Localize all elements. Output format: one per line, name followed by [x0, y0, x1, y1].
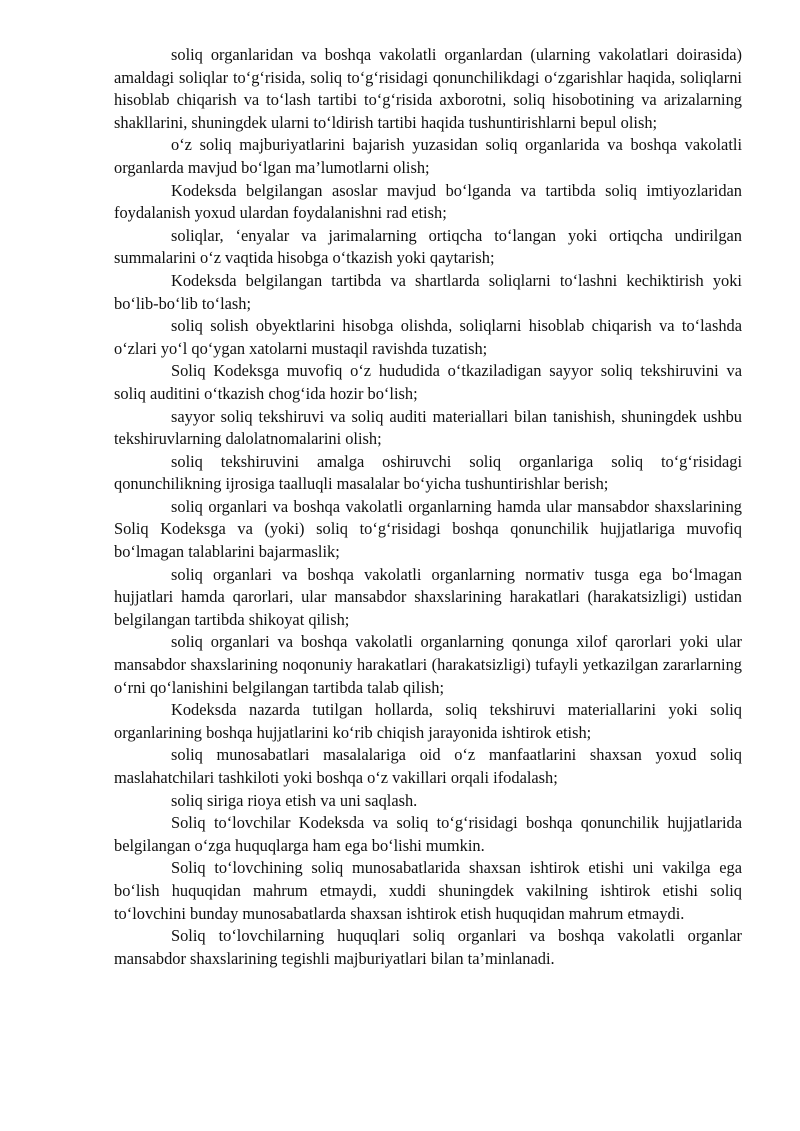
paragraph: soliqlar, ‘enyalar va jarimalarning ortiqcha to‘langan yoki ortiqcha undirilgan summalarini o‘z vaqtida hisobga o‘tkazish yoki qaytarish; — [114, 225, 742, 268]
paragraph: Kodeksda belgilangan tartibda va shartlarda soliqlarni to‘lashni kechiktirish yoki bo‘lib-bo‘lib to‘lash; — [114, 270, 742, 313]
document-body — [114, 44, 742, 970]
paragraph: soliq solish obyektlarini hisobga olishda, soliqlarni hisoblab chiqarish va to‘lashda o‘zlari yo‘l qo‘ygan xatolarni mustaqil ravishda tuzatish; — [114, 316, 742, 358]
paragraph: soliq organlari va boshqa vakolatli organlarning normativ tusga ega bo‘lmagan hujjatlari hamda qarorlari, ular mansabdor shaxslarining harakatlari (harakatsizligi) ustidan belgilangan tartibda shikoyat qilish; — [114, 564, 742, 629]
paragraph: sayyor soliq tekshiruvi va soliq auditi materiallari bilan tanishish, shuningdek ushbu tekshiruvlarning dalolatnomalarini olish; — [114, 406, 742, 449]
paragraph: soliq organlari va boshqa vakolatli organlarning qonunga xilof qarorlari yoki ular mansabdor shaxslarining noqonuniy harakatlari (harakatsizligi) tufayli yetkazilgan zararlarning o‘rni qo‘lanishini belgilangan tartibda talab qilish; — [114, 632, 742, 697]
paragraph: soliq munosabatlari masalalariga oid o‘z manfaatlarini shaxsan yoxud soliq maslahatchilari tashkiloti yoki boshqa o‘z vakillari orqali ifodalash; — [114, 745, 742, 787]
paragraph: Kodeksda belgilangan asoslar mavjud bo‘lganda va tartibda soliq imtiyozlaridan foydalanish yoxud ulardan foydalanishni rad etish; — [114, 180, 742, 223]
paragraph: soliq siriga rioya etish va uni saqlash. — [171, 790, 418, 810]
paragraph: soliq tekshiruvini amalga oshiruvchi soliq organlariga soliq to‘g‘risidagi qonunchilikning ijrosiga taalluqli masalalar bo‘yicha tushuntirishlar berish; — [114, 451, 742, 494]
paragraph: Soliq to‘lovchilarning huquqlari soliq organlari va boshqa vakolatli organlar mansabdor shaxslarining tegishli majburiyatlari bilan ta’minlanadi. — [114, 926, 742, 968]
paragraph: soliq organlaridan va boshqa vakolatli organlardan (ularning vakolatlari doirasida) amaldagi soliqlar to‘g‘risida, soliq to‘g‘risidagi qonunchilikdagi o‘zgarishlar haqida, soliqlarni hisoblab chiqarish va to‘lash tartibi to‘g‘risida axborotni, soliq hisobotining va arizalarning shakllarini, shuningdek ularni to‘ldirish tartibi haqida tushuntirishlarni bepul olish; — [114, 45, 742, 132]
paragraph: Soliq Kodeksga muvofiq o‘z hududida o‘tkaziladigan sayyor soliq tekshiruvini va soliq auditini o‘tkazish chog‘ida hozir bo‘lish; — [114, 361, 742, 403]
paragraph: Kodeksda nazarda tutilgan hollarda, soliq tekshiruvi materiallarini yoki soliq organlarining boshqa hujjatlarini ko‘rib chiqish jarayonida ishtirok etish; — [114, 700, 742, 742]
paragraph: Soliq to‘lovchilar Kodeksda va soliq to‘g‘risidagi boshqa qonunchilik hujjatlarida belgilangan o‘zga huquqlarga ham ega bo‘lishi mumkin. — [114, 813, 742, 855]
paragraph: o‘z soliq majburiyatlarini bajarish yuzasidan soliq organlarida va boshqa vakolatli organlarda mavjud bo‘lgan ma’lumotlarni olish; — [114, 135, 742, 177]
paragraph: soliq organlari va boshqa vakolatli organlarning hamda ular mansabdor shaxslarining Soliq Kodeksga va (yoki) soliq to‘g‘risidagi boshqa qonunchilik hujjatlariga muvofiq bo‘lmagan talablarini bajarmaslik; — [114, 496, 742, 562]
paragraph: Soliq to‘lovchining soliq munosabatlarida shaxsan ishtirok etishi uni vakilga ega bo‘lish huquqidan mahrum etmaydi, xuddi shuningdek vakilning ishtirok etishi soliq to‘lovchini bunday munosabatlarda shaxsan ishtirok etish huquqidan mahrum etmaydi. — [114, 858, 742, 923]
